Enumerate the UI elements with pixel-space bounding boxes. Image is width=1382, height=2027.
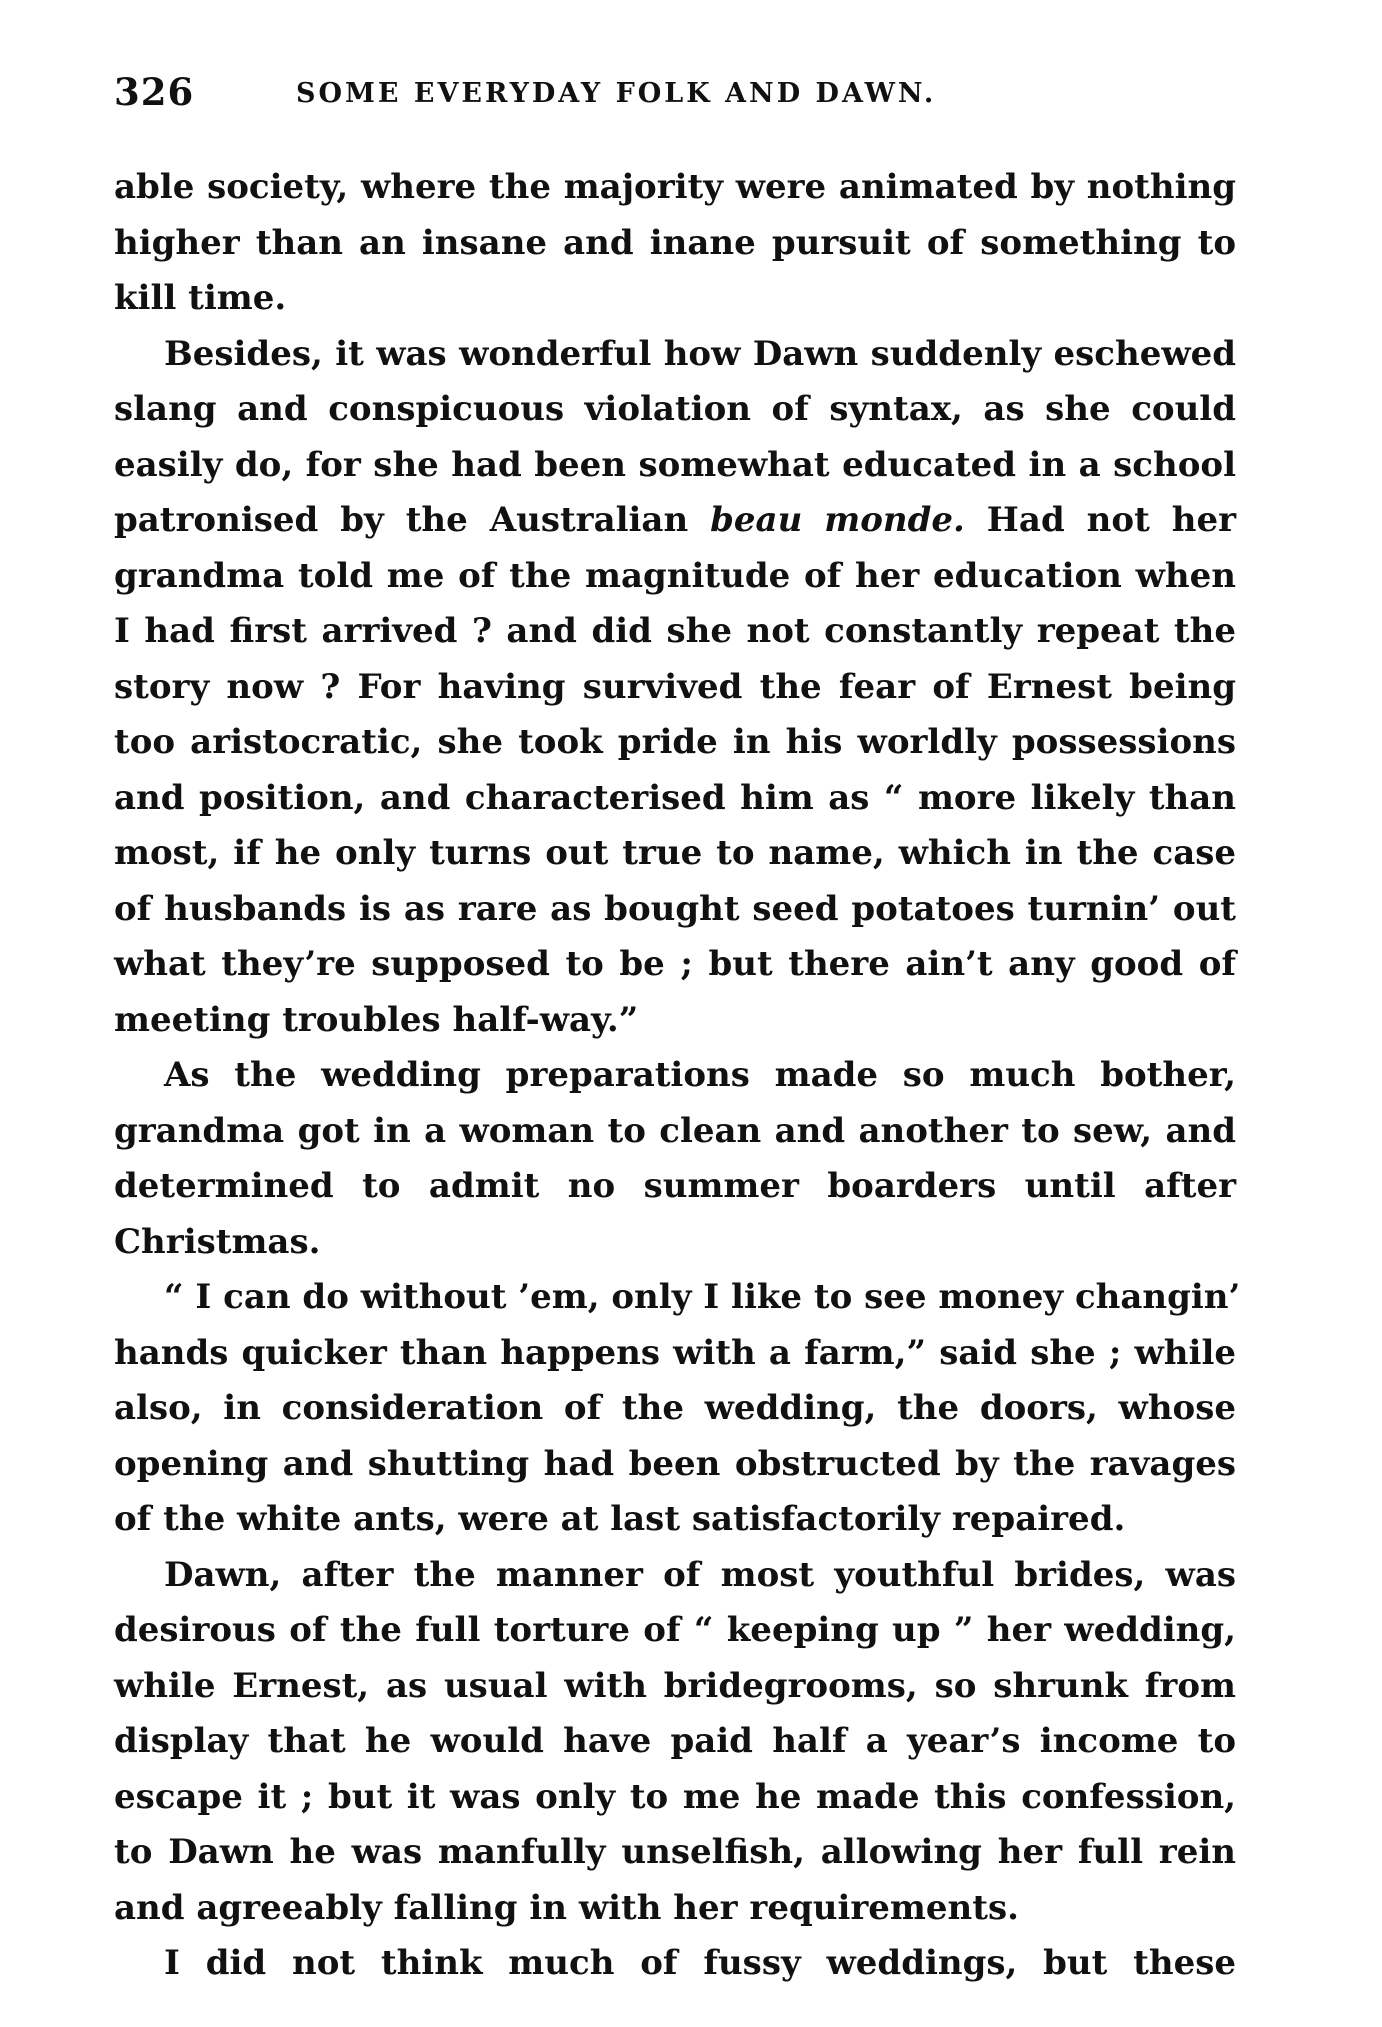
text-line: display that he would have paid half a year’s income to bbox=[114, 1721, 1236, 1761]
text-line: Besides, it was wonderful how Dawn suddenly eschewed bbox=[164, 333, 1236, 374]
page-header bbox=[114, 70, 1254, 124]
text-line: also, in consideration of the wedding, the doors, whose bbox=[114, 1388, 1236, 1428]
text-line: what they’re supposed to be ; but there ain’t any good of bbox=[114, 944, 1236, 984]
text-line: desirous of the full torture of “ keeping up ” her wedding, bbox=[114, 1610, 1236, 1650]
text-line: too aristocratic, she took pride in his worldly possessions bbox=[114, 722, 1236, 762]
text-line: most, if he only turns out true to name, which in the case bbox=[114, 833, 1236, 873]
text-line: while Ernest, as usual with bridegrooms, so shrunk from bbox=[114, 1665, 1236, 1706]
text-line: escape it ; but it was only to me he made this confession, bbox=[114, 1776, 1236, 1817]
text-line: “ I can do without ’em, only I like to see money changin’ bbox=[164, 1277, 1241, 1317]
page-number: 326 bbox=[114, 70, 195, 114]
running-title: SOME EVERYDAY FOLK AND DAWN. bbox=[296, 78, 937, 109]
italic-phrase: beau monde. bbox=[710, 500, 965, 540]
text-line: As the wedding preparations made so much bother, bbox=[164, 1055, 1236, 1095]
text-line: grandma told me of the magnitude of her education when bbox=[114, 555, 1236, 596]
text-line: higher than an insane and inane pursuit of something to bbox=[114, 222, 1236, 263]
text-line: I had first arrived ? and did she not constantly repeat the bbox=[114, 611, 1236, 651]
text-line: of husbands is as rare as bought seed potatoes turnin’ out bbox=[114, 888, 1236, 929]
text-line: Christmas. bbox=[114, 1221, 321, 1262]
text-line: meeting troubles half-way.” bbox=[114, 999, 639, 1040]
text-line: hands quicker than happens with a farm,” said she ; while bbox=[114, 1332, 1236, 1373]
text-line: determined to admit no summer boarders until after bbox=[114, 1166, 1236, 1206]
text-line: I did not think much of fussy weddings, but these bbox=[164, 1943, 1236, 1983]
text-line: of the white ants, were at last satisfactorily repaired. bbox=[114, 1499, 1126, 1539]
text-line: grandma got in a woman to clean and another to sew, and bbox=[114, 1110, 1236, 1151]
text-line: slang and conspicuous violation of syntax, as she could bbox=[114, 389, 1236, 429]
text-line: kill time. bbox=[114, 278, 287, 318]
text-line-with-italic: patronised by the Australian beau monde. Had not her bbox=[114, 500, 1236, 540]
text-line: easily do, for she had been somewhat educated in a school bbox=[114, 444, 1236, 485]
text-line: able society, where the majority were animated by nothing bbox=[114, 167, 1236, 207]
text-line: Dawn, after the manner of most youthful brides, was bbox=[164, 1554, 1236, 1595]
text-line: and position, and characterised him as “ more likely than bbox=[114, 777, 1236, 818]
text-line: and agreeably falling in with her requirements. bbox=[114, 1887, 1019, 1928]
text-line: to Dawn he was manfully unselfish, allowing her full rein bbox=[114, 1832, 1236, 1872]
text-line: story now ? For having survived the fear of Ernest being bbox=[114, 666, 1236, 707]
text-line: opening and shutting had been obstructed by the ravages bbox=[114, 1443, 1236, 1484]
body-text bbox=[114, 160, 1241, 1992]
